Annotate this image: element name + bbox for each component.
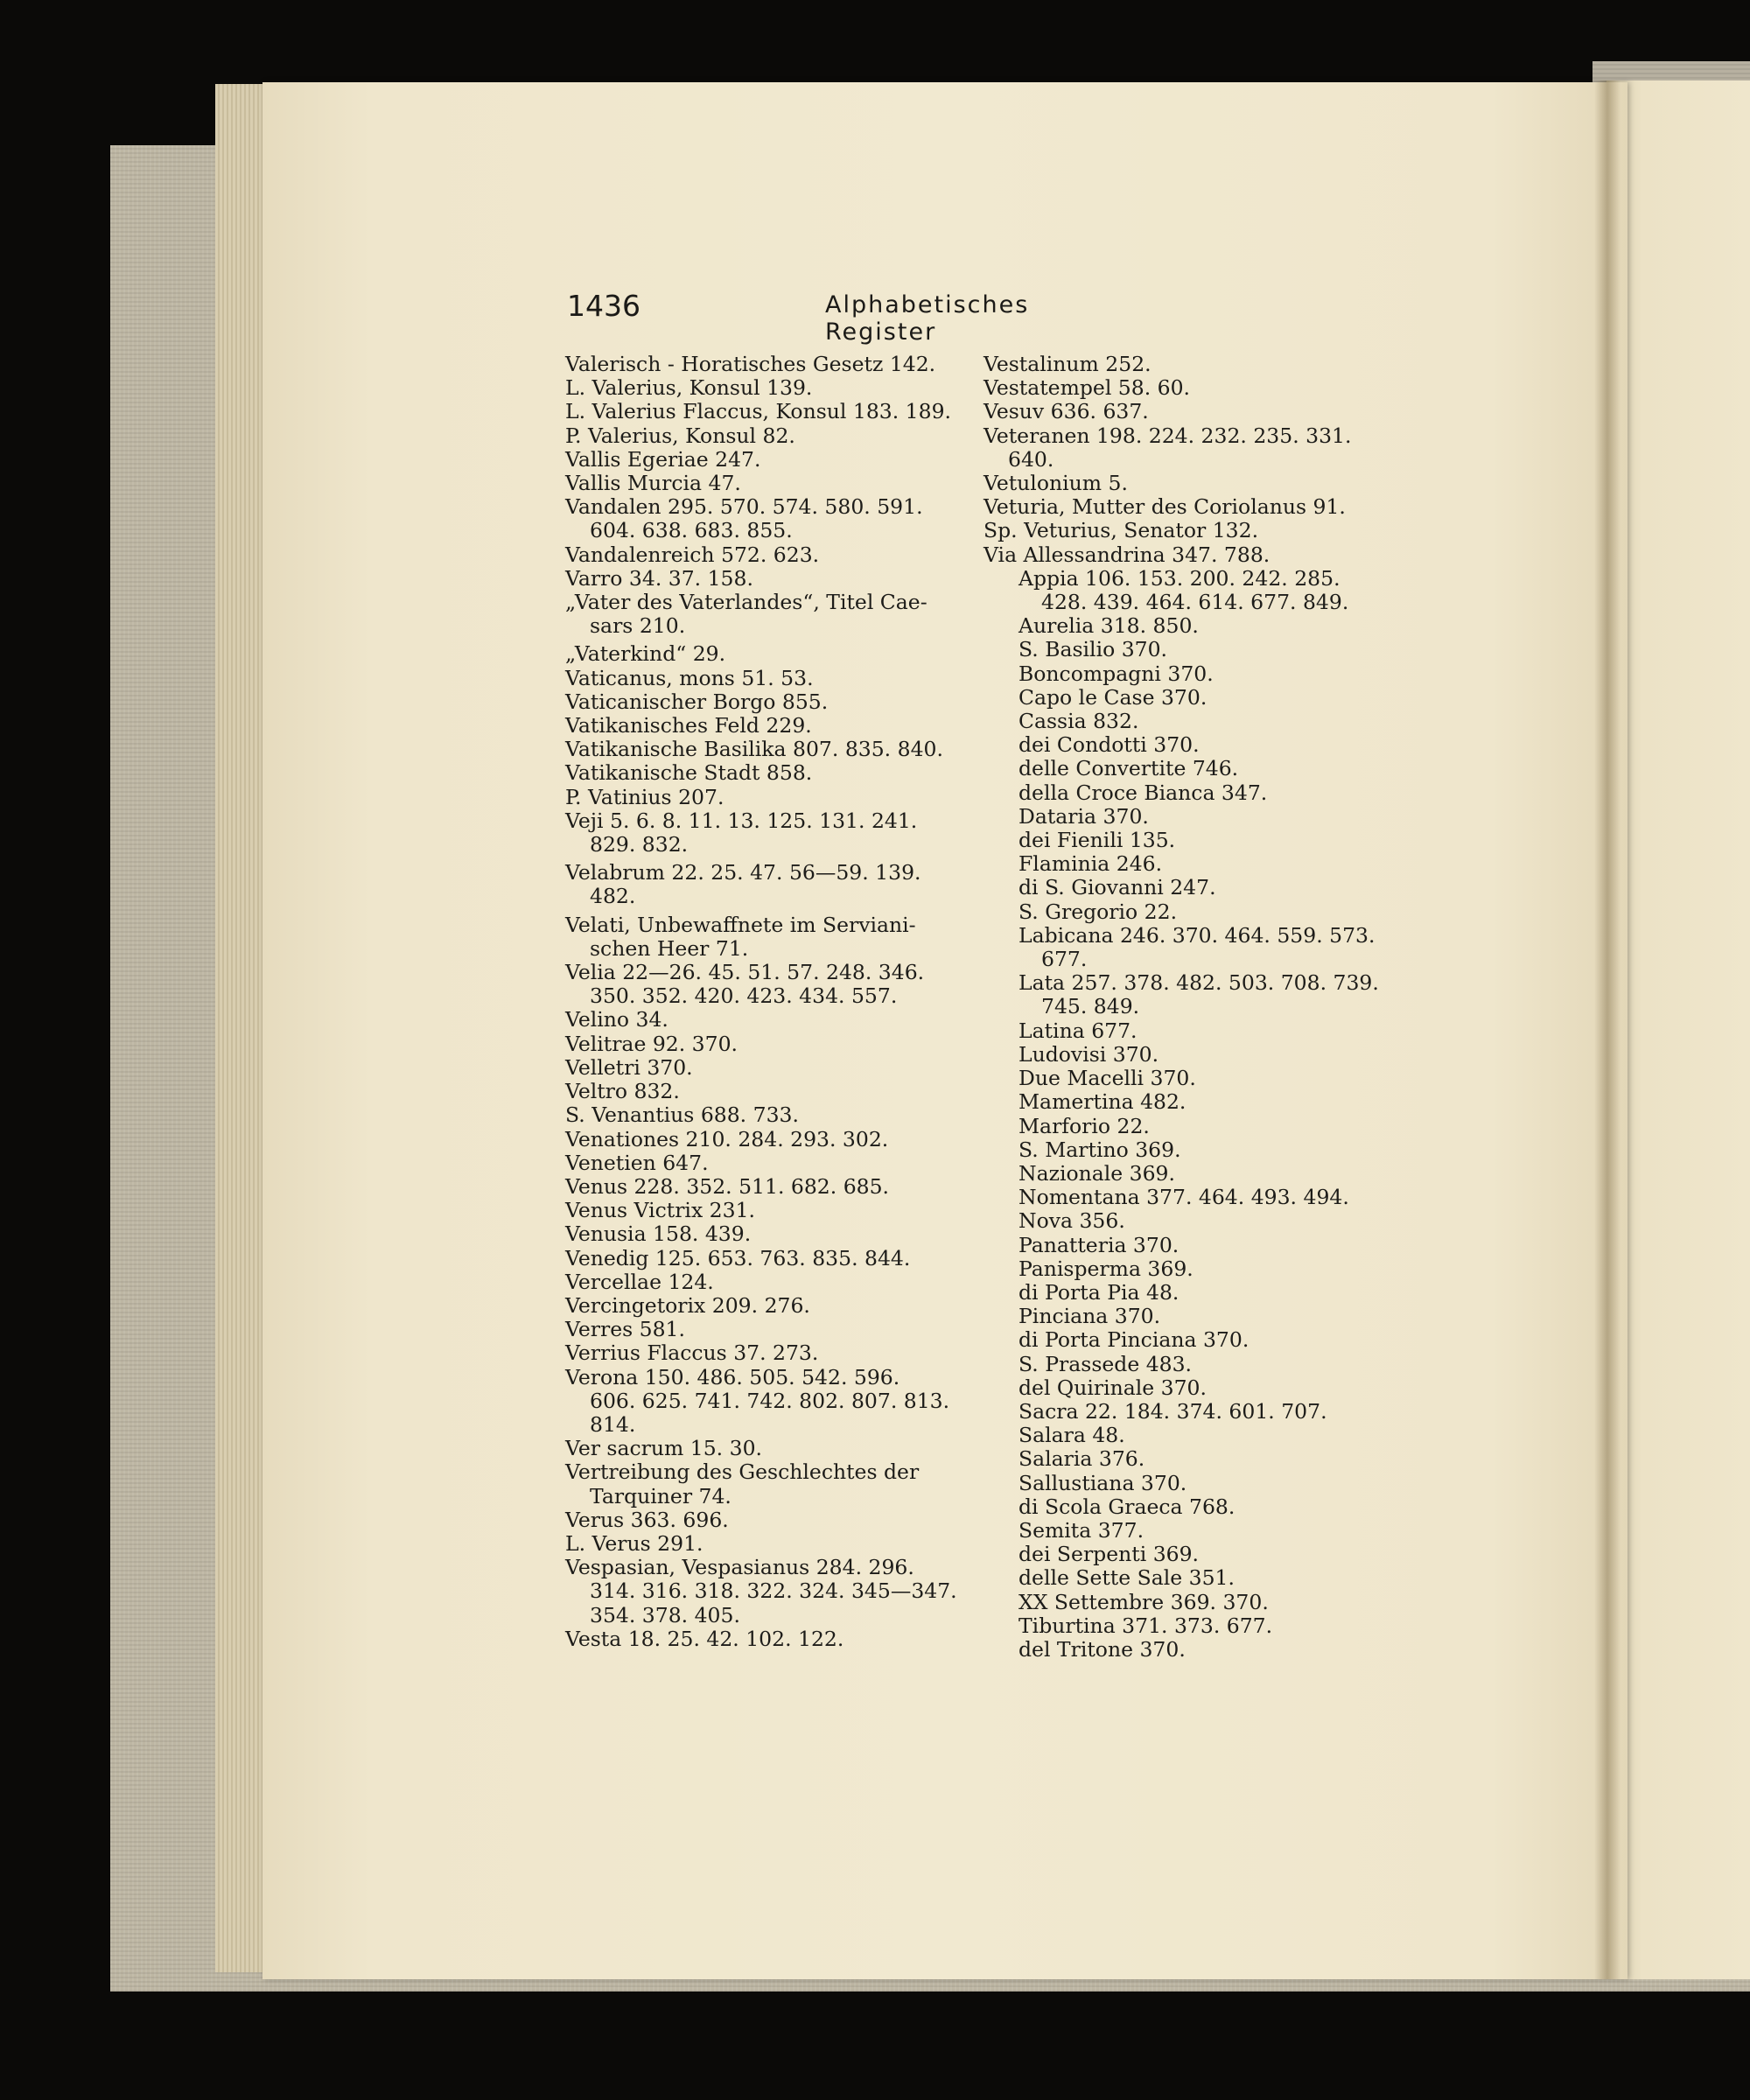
index-entry: Venusia 158. 439. <box>565 1222 752 1247</box>
index-entry: di Scola Graeca 768. <box>1018 1494 1236 1519</box>
index-entry: Vesuv 636. 637. <box>984 399 1149 424</box>
index-entry: Veltro 832. <box>565 1079 680 1104</box>
index-column-right <box>984 353 1395 1662</box>
index-entry: Tarquiner 74. <box>590 1483 732 1508</box>
index-entry: del Quirinale 370. <box>1018 1375 1207 1400</box>
index-entry: Vatikanische Basilika 807. 835. 840. <box>565 737 943 762</box>
index-entry: S. Basilio 370. <box>1018 637 1168 662</box>
index-entry: Sacra 22. 184. 374. 601. 707. <box>1018 1398 1327 1424</box>
page-edges <box>215 84 268 1972</box>
index-entry: P. Vatinius 207. <box>565 784 724 809</box>
index-entry: 640. <box>1008 446 1054 472</box>
index-entry: Velitrae 92. 370. <box>565 1031 738 1056</box>
index-entry: Verus 363. 696. <box>565 1507 729 1532</box>
index-entry: Vaticanischer Borgo 855. <box>565 689 829 714</box>
index-entry: Vercingetorix 209. 276. <box>565 1292 810 1318</box>
index-entry: Vandalen 295. 570. 574. 580. 591. <box>565 494 923 520</box>
index-entry: Ludovisi 370. <box>1018 1041 1159 1067</box>
index-entry: dei Serpenti 369. <box>1018 1542 1200 1567</box>
index-entry: sars 210. <box>590 613 686 639</box>
index-entry: Venationes 210. 284. 293. 302. <box>565 1126 889 1152</box>
index-entry: 606. 625. 741. 742. 802. 807. 813. <box>590 1388 950 1413</box>
index-entry: Sallustiana 370. <box>1018 1470 1187 1495</box>
index-entry: Labicana 246. 370. 464. 559. 573. <box>1018 922 1376 948</box>
index-entry: Due Macelli 370. <box>1018 1066 1196 1091</box>
index-entry: Ver sacrum 15. 30. <box>565 1436 762 1461</box>
index-entry: „Vater des Vaterlandes“, Titel Cae- <box>565 590 928 615</box>
index-entry: Velati, Unbewaffnete im Serviani- <box>565 912 916 937</box>
index-entry: Salara 48. <box>1018 1423 1125 1448</box>
index-entry: S. Martino 369. <box>1018 1137 1181 1162</box>
index-entry: 814. <box>590 1411 636 1437</box>
index-entry: Vetulonium 5. <box>984 471 1128 496</box>
index-entry: 745. 849. <box>1041 994 1140 1019</box>
index-entry: Sp. Veturius, Senator 132. <box>984 518 1259 543</box>
index-entry: Tiburtina 371. 373. 677. <box>1018 1613 1273 1638</box>
book-gutter <box>1594 80 1620 1979</box>
index-entry: Vespasian, Vespasianus 284. 296. <box>565 1555 914 1580</box>
index-entry: Boncompagni 370. <box>1018 661 1214 686</box>
index-entry: Nomentana 377. 464. 493. 494. <box>1018 1185 1349 1210</box>
index-entry: S. Venantius 688. 733. <box>565 1102 799 1128</box>
index-entry: Varro 34. 37. 158. <box>565 565 753 591</box>
index-entry: Dataria 370. <box>1018 803 1149 829</box>
index-entry: 314. 316. 318. 322. 324. 345—347. <box>590 1578 957 1604</box>
index-entry: Vesta 18. 25. 42. 102. 122. <box>565 1626 844 1651</box>
index-entry: Flaminia 246. <box>1018 851 1163 877</box>
index-entry: Pinciana 370. <box>1018 1304 1161 1329</box>
index-entry: di Porta Pinciana 370. <box>1018 1327 1250 1353</box>
page-number: 1436 <box>567 289 640 323</box>
index-entry: 482. <box>590 884 636 909</box>
index-entry: L. Verus 291. <box>565 1530 704 1556</box>
index-entry: delle Sette Sale 351. <box>1018 1565 1235 1591</box>
index-entry: Valerisch - Horatisches Gesetz 142. <box>565 352 936 376</box>
facing-page <box>1606 80 1750 1979</box>
index-entry: 350. 352. 420. 423. 434. 557. <box>590 984 898 1009</box>
index-entry: 354. 378. 405. <box>590 1602 740 1628</box>
index-entry: di Porta Pia 48. <box>1018 1279 1180 1305</box>
index-entry: schen Heer 71. <box>590 935 749 961</box>
index-entry: Velabrum 22. 25. 47. 56—59. 139. <box>565 860 921 886</box>
index-entry: P. Valerius, Konsul 82. <box>565 423 795 448</box>
index-entry: Nazionale 369. <box>1018 1160 1175 1186</box>
index-entry: Panisperma 369. <box>1018 1256 1194 1281</box>
index-column-left <box>565 353 957 1651</box>
index-entry: Vercellae 124. <box>565 1269 714 1294</box>
index-entry: S. Prassede 483. <box>1018 1351 1193 1376</box>
index-entry: 428. 439. 464. 614. 677. 849. <box>1041 590 1349 615</box>
running-title: Alphabetisches Register <box>825 291 1030 346</box>
index-entry: Via Allessandrina 347. 788. <box>984 542 1270 567</box>
index-entry: Vertreibung des Geschlechtes der <box>565 1460 920 1485</box>
index-entry: „Vaterkind“ 29. <box>565 641 726 667</box>
index-entry: Marforio 22. <box>1018 1113 1150 1138</box>
index-entry: 604. 638. 683. 855. <box>590 518 793 543</box>
index-entry: Veteranen 198. 224. 232. 235. 331. <box>984 423 1352 448</box>
index-entry: L. Valerius Flaccus, Konsul 183. 189. <box>565 399 952 424</box>
index-entry: Vestalinum 252. <box>984 352 1152 376</box>
index-entry: Veji 5. 6. 8. 11. 13. 125. 131. 241. <box>565 808 918 833</box>
index-entry: Velia 22—26. 45. 51. 57. 248. 346. <box>565 960 925 985</box>
index-entry: L. Valerius, Konsul 139. <box>565 375 813 401</box>
index-entry: Vatikanisches Feld 229. <box>565 713 812 738</box>
index-entry: Venedig 125. 653. 763. 835. 844. <box>565 1245 911 1270</box>
index-entry: Velletri 370. <box>565 1054 693 1080</box>
index-entry: XX Settembre 369. 370. <box>1018 1589 1269 1614</box>
index-entry: Appia 106. 153. 200. 242. 285. <box>1018 565 1340 591</box>
index-entry: Cassia 832. <box>1018 709 1139 734</box>
index-entry: Lata 257. 378. 482. 503. 708. 739. <box>1018 970 1379 996</box>
index-entry: Verres 581. <box>565 1317 685 1342</box>
index-entry: 829. 832. <box>590 832 689 858</box>
index-entry: Capo le Case 370. <box>1018 684 1208 710</box>
index-entry: Vallis Egeriae 247. <box>565 446 761 472</box>
index-entry: Vestatempel 58. 60. <box>984 375 1191 401</box>
index-entry: Velino 34. <box>565 1007 668 1032</box>
index-entry: Verona 150. 486. 505. 542. 596. <box>565 1364 900 1390</box>
index-entry: Salaria 376. <box>1018 1446 1145 1472</box>
index-entry: Panatteria 370. <box>1018 1232 1180 1257</box>
index-entry: Aurelia 318. 850. <box>1018 613 1199 639</box>
index-entry: Venetien 647. <box>565 1150 709 1175</box>
page-header <box>567 289 1136 346</box>
index-entry: Venus Victrix 231. <box>565 1198 755 1223</box>
index-entry: della Croce Bianca 347. <box>1018 780 1268 805</box>
index-entry: 677. <box>1041 947 1088 972</box>
index-entry: Vaticanus, mons 51. 53. <box>565 665 814 690</box>
index-entry: Semita 377. <box>1018 1517 1144 1543</box>
index-entry: Verrius Flaccus 37. 273. <box>565 1340 819 1366</box>
index-entry: del Tritone 370. <box>1018 1636 1186 1662</box>
index-entry: Vallis Murcia 47. <box>565 471 741 496</box>
index-entry: Veturia, Mutter des Coriolanus 91. <box>984 494 1346 520</box>
index-entry: Nova 356. <box>1018 1208 1125 1234</box>
index-entry: Mamertina 482. <box>1018 1089 1186 1115</box>
index-entry: Vatikanische Stadt 858. <box>565 760 813 786</box>
index-entry: delle Convertite 746. <box>1018 756 1239 781</box>
index-entry: S. Gregorio 22. <box>1018 899 1178 924</box>
index-entry: di S. Giovanni 247. <box>1018 875 1216 900</box>
index-entry: Latina 677. <box>1018 1018 1138 1043</box>
index-entry: dei Condotti 370. <box>1018 732 1200 758</box>
index-entry: Venus 228. 352. 511. 682. 685. <box>565 1173 890 1199</box>
index-entry: Vandalenreich 572. 623. <box>565 542 820 567</box>
index-entry: dei Fienili 135. <box>1018 828 1176 853</box>
